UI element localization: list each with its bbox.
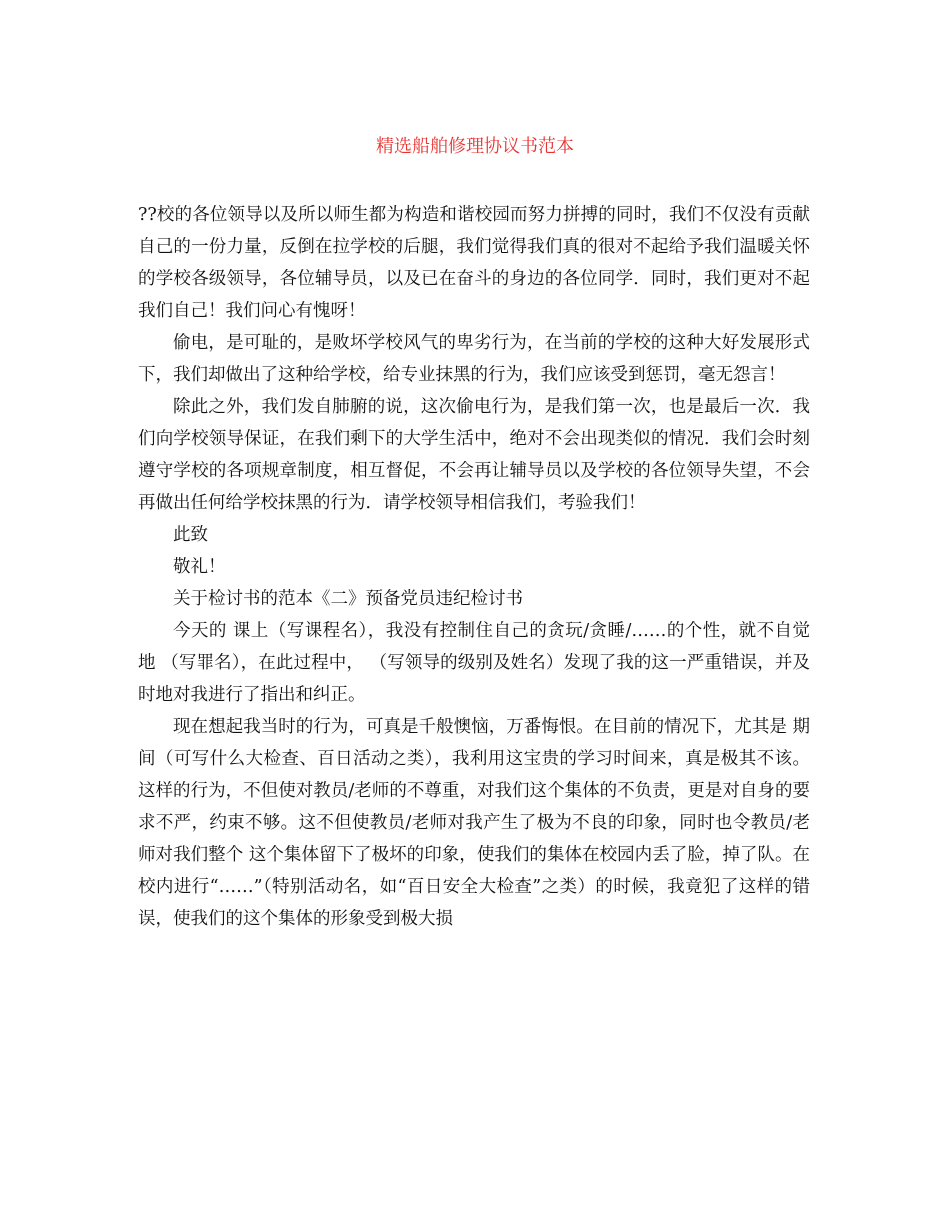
paragraph: 此致 [173,525,208,545]
paragraph: 关于检讨书的范本《二》预备党员违纪检讨书 [173,589,523,609]
paragraph: 现在想起我当时的行为，可真是千般懊恼，万番悔恨。在目前的情况下，尤其是 期间（可写什么大检查、百日活动之类），我利用这宝贵的学习时间来，真是极其不该。这样的行为，不但使对教员/老师的不尊重，对我们这个集体的不负责，更是对自身的要求不严，约束不够。这不但使教员/老师对我产生了极为不良的印象，同时也令教员/老师对我们整个 这个集体留下了极坏的印象，使我们的集体在校园内丢了脸，掉了队。在校内进行“……”（特别活动名，如“百日安全大检查”之类）的时候，我竟犯了这样的错误，使我们的这个集体的形象受到极大损 [138,717,810,929]
document-body [138,199,810,935]
paragraph: 今天的 课上（写课程名），我没有控制住自己的贪玩/贪睡/……的个性，就不自觉地 （写罪名），在此过程中， （写领导的级别及姓名）发现了我的这一严重错误，并及时地对我进行了指出和纠正。 [138,621,810,705]
paragraph: 敬礼！ [173,557,226,577]
paragraph: 偷电，是可耻的，是败坏学校风气的卑劣行为，在当前的学校的这种大好发展形式下，我们却做出了这种给学校，给专业抹黑的行为，我们应该受到惩罚，毫无怨言！ [138,333,810,385]
paragraph: 除此之外，我们发自肺腑的说，这次偷电行为，是我们第一次，也是最后一次．我们向学校领导保证，在我们剩下的大学生活中，绝对不会出现类似的情况．我们会时刻遵守学校的各项规章制度，相互督促，不会再让辅导员以及学校的各位领导失望，不会再做出任何给学校抹黑的行为．请学校领导相信我们，考验我们！ [138,397,810,513]
paragraph: ??校的各位领导以及所以师生都为构造和谐校园而努力拼搏的同时，我们不仅没有贡献自己的一份力量，反倒在拉学校的后腿，我们觉得我们真的很对不起给予我们温暖关怀的学校各级领导，各位辅导员，以及已在奋斗的身边的各位同学．同时，我们更对不起我们自己！我们问心有愧呀！ [138,205,810,321]
document-title: 精选船舶修理协议书范本 [376,136,574,157]
